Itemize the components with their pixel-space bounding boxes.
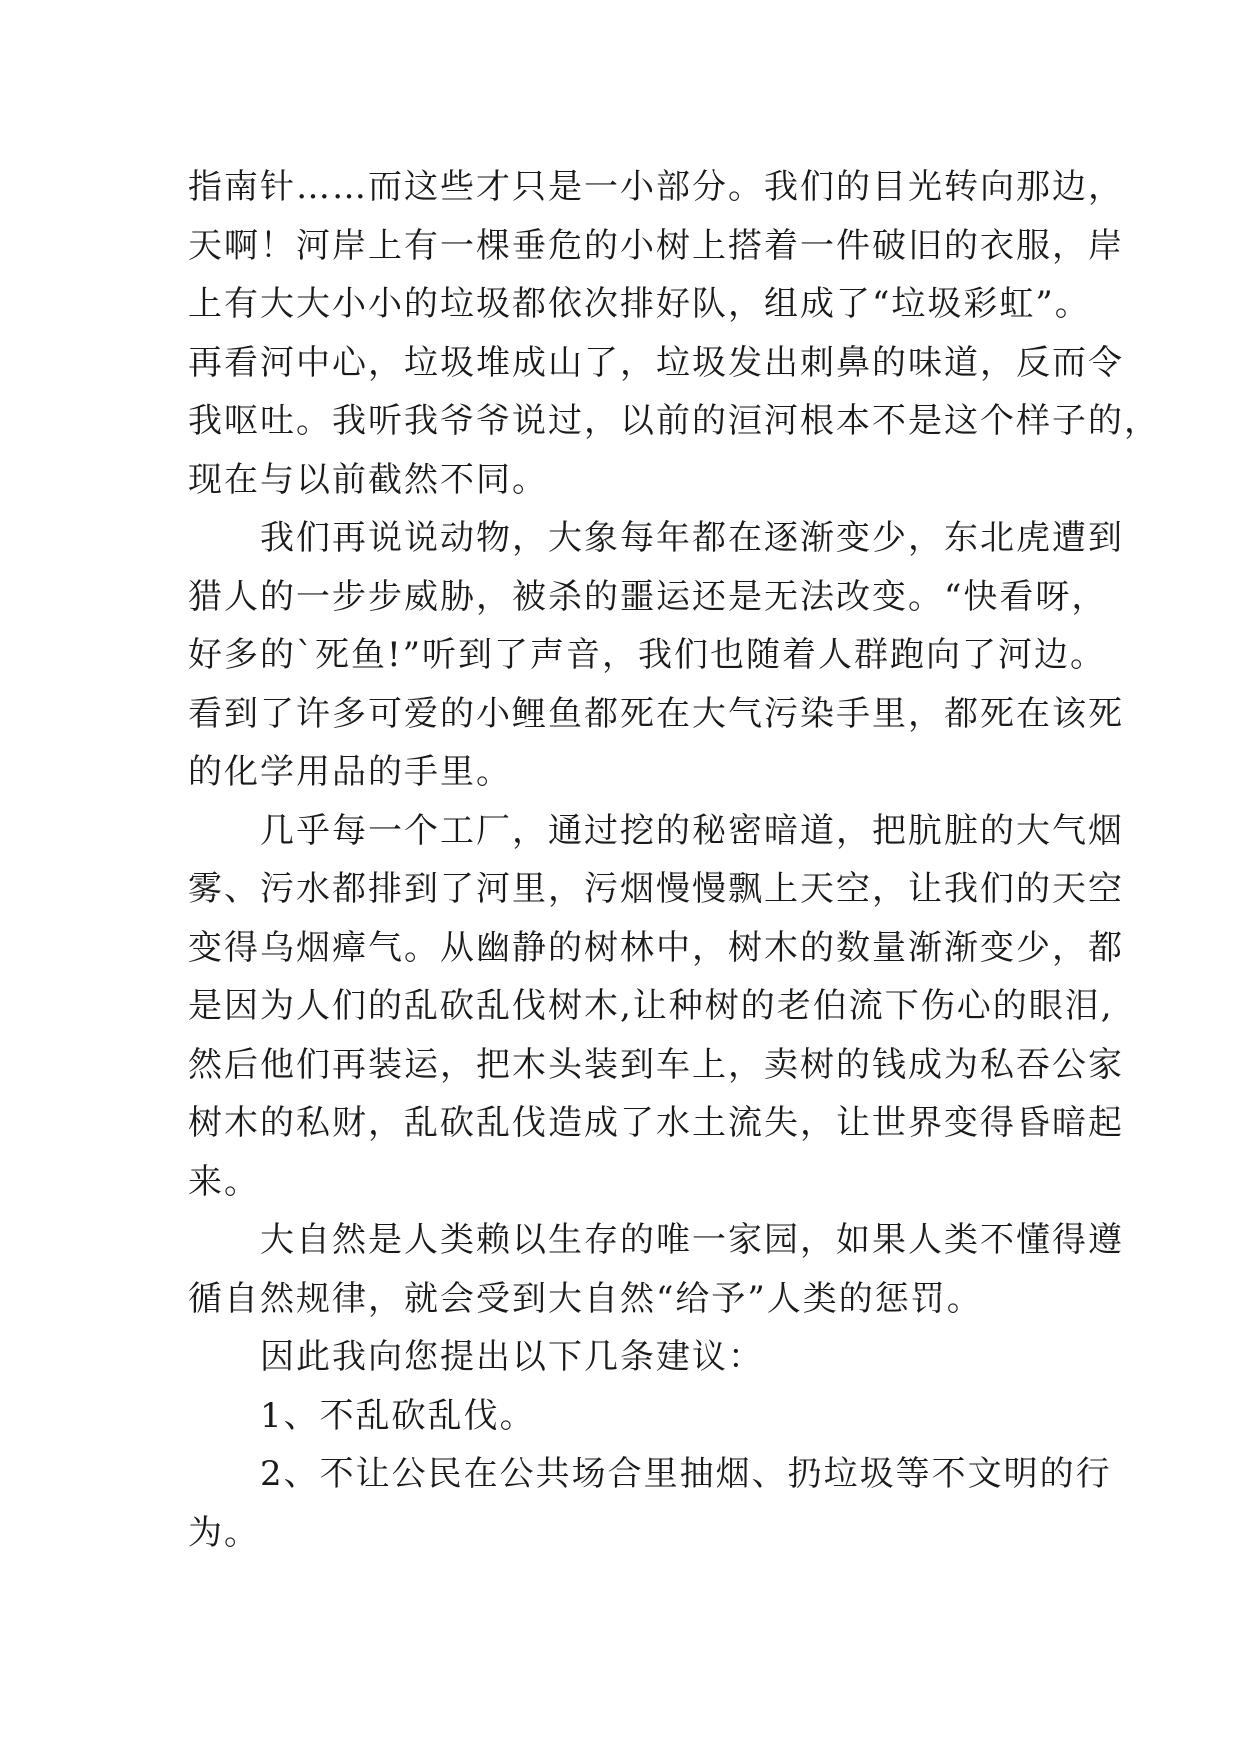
text-line: 因此我向您提出以下几条建议： [188,1337,764,1377]
text-line: 变得乌烟瘴气。从幽静的树林中，树木的数量渐渐变少，都 [188,927,1124,968]
text-line: 为。 [188,1512,260,1553]
text-line: 看到了许多可爱的小鲤鱼都死在大气污染手里，都死在该死 [188,693,1124,734]
text-line: 大自然是人类赖以生存的唯一家园，如果人类不懂得遵 [188,1220,1124,1260]
text-line: 指南针……而这些才只是一小部分。我们的目光转向那边， [188,167,1124,207]
text-line: 来。 [188,1161,260,1202]
text-line: 树木的私财，乱砍乱伐造成了水土流失，让世界变得昏暗起 [188,1103,1124,1143]
text-line: 再看河中心，垃圾堆成山了，垃圾发出刺鼻的味道，反而令 [188,342,1124,383]
text-line: 是因为人们的乱砍乱伐树木,让种树的老伯流下伤心的眼泪, [188,986,1114,1026]
text-line: 循自然规律，就会受到大自然“给予”人类的惩罚。 [188,1278,983,1319]
text-line: 好多的`死鱼!”听到了声音，我们也随着人群跑向了河边。 [188,635,1107,675]
document-body [188,158,1160,1562]
text-line: 然后他们再装运，把木头装到车上，卖树的钱成为私吞公家 [188,1044,1124,1085]
text-line: 2、不让公民在公共场合里抽烟、扔垃圾等不文明的行 [188,1454,1112,1494]
text-line: 雾、污水都排到了河里，污烟慢慢飘上天空，让我们的天空 [188,869,1124,909]
text-line: 我呕吐。我听我爷爷说过，以前的洹河根本不是这个样子的， [188,401,1160,441]
text-line: 我们再说说动物，大象每年都在逐渐变少，东北虎遭到 [188,518,1124,558]
text-line: 天啊！河岸上有一棵垂危的小树上搭着一件破旧的衣服，岸 [188,225,1124,266]
text-line: 上有大大小小的垃圾都依次排好队，组成了“垃圾彩虹”。 [188,284,1091,324]
text-line: 猎人的一步步威胁，被杀的噩运还是无法改变。“快看呀， [188,576,1108,617]
text-line: 的化学用品的手里。 [188,752,512,792]
text-line: 几乎每一个工厂，通过挖的秘密暗道，把肮脏的大气烟 [188,810,1124,851]
text-line: 1、不乱砍乱伐。 [188,1395,536,1436]
text-line: 现在与以前截然不同。 [188,459,548,500]
